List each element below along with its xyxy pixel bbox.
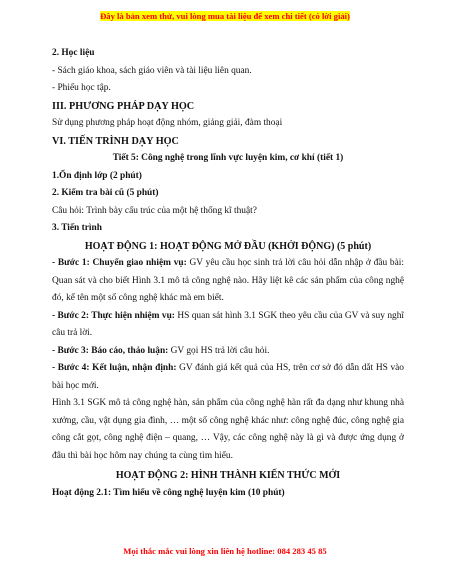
step-3-paragraph <box>52 343 404 361</box>
activity-2-1-heading: Hoạt động 2.1: Tìm hiểu về công nghệ luyện kim (10 phút) <box>52 487 285 498</box>
conclusion-paragraph: Hình 3.1 SGK mô tả công nghệ hàn, sản phẩm của công nghệ hàn rất đa dạng như khung nhà xưởng, cầu, vật dụng gia đình, … một số công nghệ khác như: công nghệ đúc, công nghệ gia công cắt gọt, công nghệ điện – quang, … Vậy, các công nghệ này là gì và được ứng dụng ở đâu thì bài học hôm nay chúng ta cùng tìm hiểu. <box>52 398 404 461</box>
lesson-title: Tiết 5: Công nghệ trong lĩnh vực luyện kim, cơ khí (tiết 1) <box>112 153 344 163</box>
step-1-text: GV yêu cầu học sinh trả lời câu hỏi dẫn nhập ở đầu bài: Quan sát và cho biết Hình 3.1 mô tả công nghệ nào. Hãy liệt kê các sản phẩm của công nghệ đó, kể tên một số công nghệ khác mà em biết. <box>52 258 404 303</box>
activity-1-heading: HOẠT ĐỘNG 1: HOẠT ĐỘNG MỞ ĐẦU (KHỞI ĐỘNG) (5 phút) <box>84 240 372 252</box>
step-2-paragraph <box>52 308 404 343</box>
step-3-heading: 3. Tiến trình <box>52 223 102 233</box>
step-2-text: HS quan sát hình 3.1 SGK theo yêu cầu của GV và suy nghĩ câu trả lời. <box>52 310 404 338</box>
section-6-heading: VI. TIẾN TRÌNH DẠY HỌC <box>52 135 179 147</box>
step-1-heading: 1.Ổn định lớp (2 phút) <box>52 170 142 181</box>
step-2-label: - Bước 2: Thực hiện nhiệm vụ: <box>52 310 175 321</box>
step-3-text: GV gọi HS trả lời câu hỏi. <box>168 345 270 356</box>
step-4-label: - Bước 4: Kết luận, nhận định: <box>52 363 177 373</box>
hoc-lieu-item: - Phiếu học tập. <box>52 83 111 93</box>
section-3-heading: III. PHƯƠNG PHÁP DẠY HỌC <box>52 100 195 112</box>
hotline-banner <box>55 545 395 557</box>
step-1-paragraph <box>52 255 404 308</box>
step-1-label: - Bước 1: Chuyển giao nhiệm vụ: <box>52 258 187 268</box>
section-3-text: Sử dụng phương pháp hoạt động nhóm, giảng giải, đàm thoại <box>52 118 283 128</box>
hotline-text: Mọi thắc mắc vui lòng xin liên hệ hotline: 084 283 45 85 <box>123 546 327 556</box>
preview-notice-text: Đây là bản xem thử, vui lòng mua tài liệu để xem chi tiết (có lời giải) <box>100 11 350 21</box>
step-2-heading: 2. Kiểm tra bài cũ (5 phút) <box>52 188 159 198</box>
activity-2-heading: HOẠT ĐỘNG 2: HÌNH THÀNH KIẾN THỨC MỚI <box>115 470 341 481</box>
step-4-text: GV đánh giá kết quả của HS, trên cơ sở đó dẫn dắt HS vào bài học mới. <box>52 363 404 391</box>
step-4-paragraph <box>52 360 404 395</box>
document-body <box>52 45 404 502</box>
review-question: Câu hỏi: Trình bày cấu trúc của một hệ thống kĩ thuật? <box>52 205 257 216</box>
step-3-label: - Bước 3: Báo cáo, thảo luận: <box>52 345 169 356</box>
preview-notice-banner <box>55 10 395 22</box>
hoc-lieu-heading: 2. Học liệu <box>52 48 95 58</box>
hoc-lieu-item: - Sách giáo khoa, sách giáo viên và tài liệu liên quan. <box>52 65 252 76</box>
